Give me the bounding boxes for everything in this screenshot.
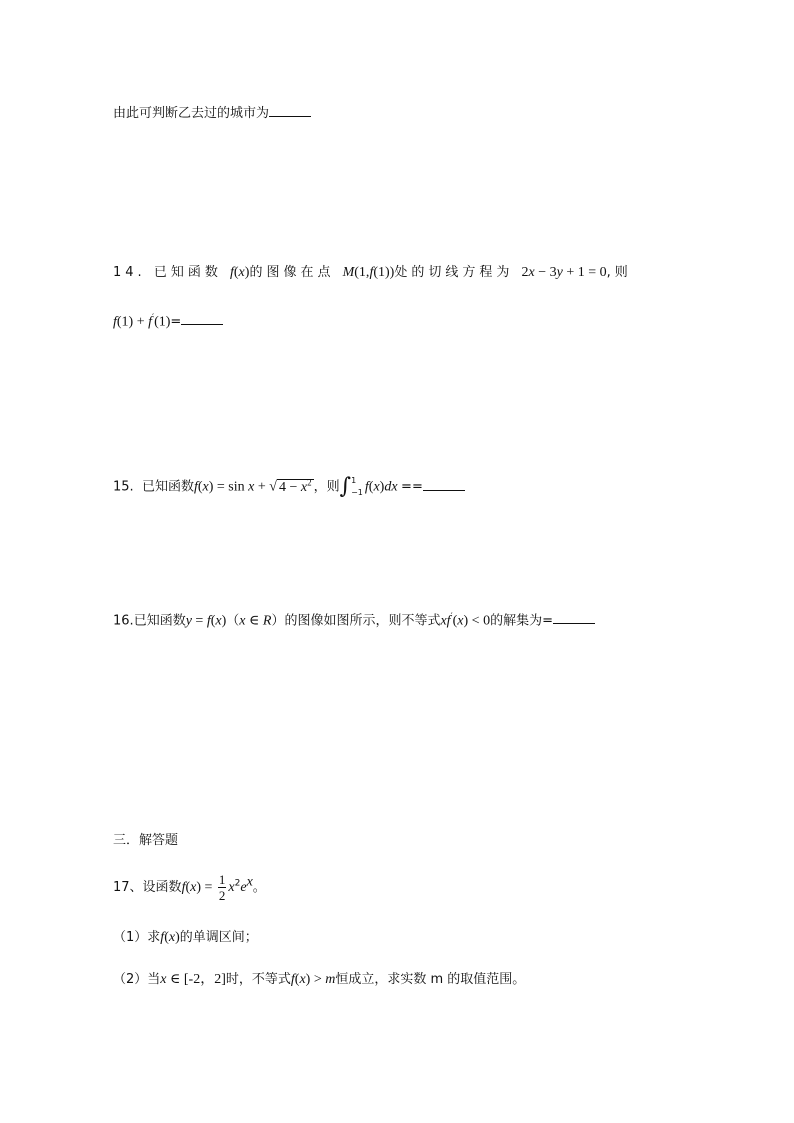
answer-blank [269,104,311,117]
q14-point-m: M [342,265,355,280]
q14-fx: f [229,265,234,280]
q14-text-5: = [170,314,182,330]
q14-number: 14. [113,265,146,280]
question-16: 16.已知函数y = f(x)（x ∈ R）的图像如图所示，则不等式xf′(x) < 0的解集为= [113,608,595,630]
q14-text-4: ,则 [606,265,632,280]
question-17: 17、设函数f(x) = $\frac{1}{2}$ $x^2e^x$。 [113,872,266,903]
question-13-tail [113,104,311,123]
q17-function: f [181,880,186,895]
q17-part2-label: （2） [113,972,148,987]
q14-f1-expr: f [113,314,117,330]
q14-text-2: 的图像在点 [249,265,335,280]
q17-text-1: 设函数 [142,880,182,895]
q17-part2-text-c: 恒成立，求实数 m 的取值范围。 [335,972,526,987]
q17-part1-text-b: 的单调区间； [179,930,258,945]
q16-text-3: ）的图像如图所示，则不等式 [271,613,441,629]
q15-text-1: 已知函数 [141,479,194,495]
q13-text: 由此可判断乙去过的城市为 [113,106,270,121]
answer-blank [181,312,223,325]
q17-part2-text-a: 当 [147,972,161,987]
q15-function: f [193,479,198,495]
q14-text-3: 处的切线方程为 [394,265,514,280]
integral-limits: 1 −1 [351,476,363,498]
q17-part2-text-b: 时，不等式 [225,972,291,987]
q15-number: 15. [113,479,134,495]
q14-tangent-eq: 2x − 3y + 1 = 0 [521,265,607,280]
question-17-part-2: （2）当x ∈ [-2，2]时，不等式f(x) > m恒成立，求实数 m 的取值范围。 [113,972,526,987]
q15-text-2: ，则 [313,479,340,495]
answer-blank [423,478,465,491]
section-3-title: 三．解答题 [113,833,179,848]
question-15: 15. 已知函数f(x) = sin x + √ $4 - x^2$ ，则∫ 1 −1 f(x)dx == [113,473,465,499]
q16-function: y [185,613,192,629]
answer-blank [553,611,595,624]
q16-inequality: xf [440,613,451,629]
q16-text-1: 已知函数 [133,613,186,629]
q17-part1-label: （1） [113,930,148,945]
q14-text-1: 已知函数 [153,265,222,280]
question-17-part-1: （1）求f(x)的单调区间； [113,930,258,945]
q17-part1-text-a: 求 [147,930,161,945]
q16-number: 16. [113,613,134,629]
q16-domain: x [239,613,246,629]
q17-number: 17、 [113,880,143,895]
q16-text-4: 的解集为= [490,613,553,629]
q15-text-3: == [401,479,423,495]
fraction-one-half: $\frac{1}{2}$ [218,872,226,903]
integral-sign: ∫ [339,474,352,500]
question-14-expression: f(1) + f′(1)= [113,309,223,331]
q17-text-2: 。 [252,880,266,895]
section-heading [113,832,178,850]
question-14: 14. 已知函数 f(x)的图像在点 M(1,f(1))处的切线方程为 2x − 3y + 1 = 0,则 [113,265,632,280]
q16-text-2: （ [226,613,240,629]
